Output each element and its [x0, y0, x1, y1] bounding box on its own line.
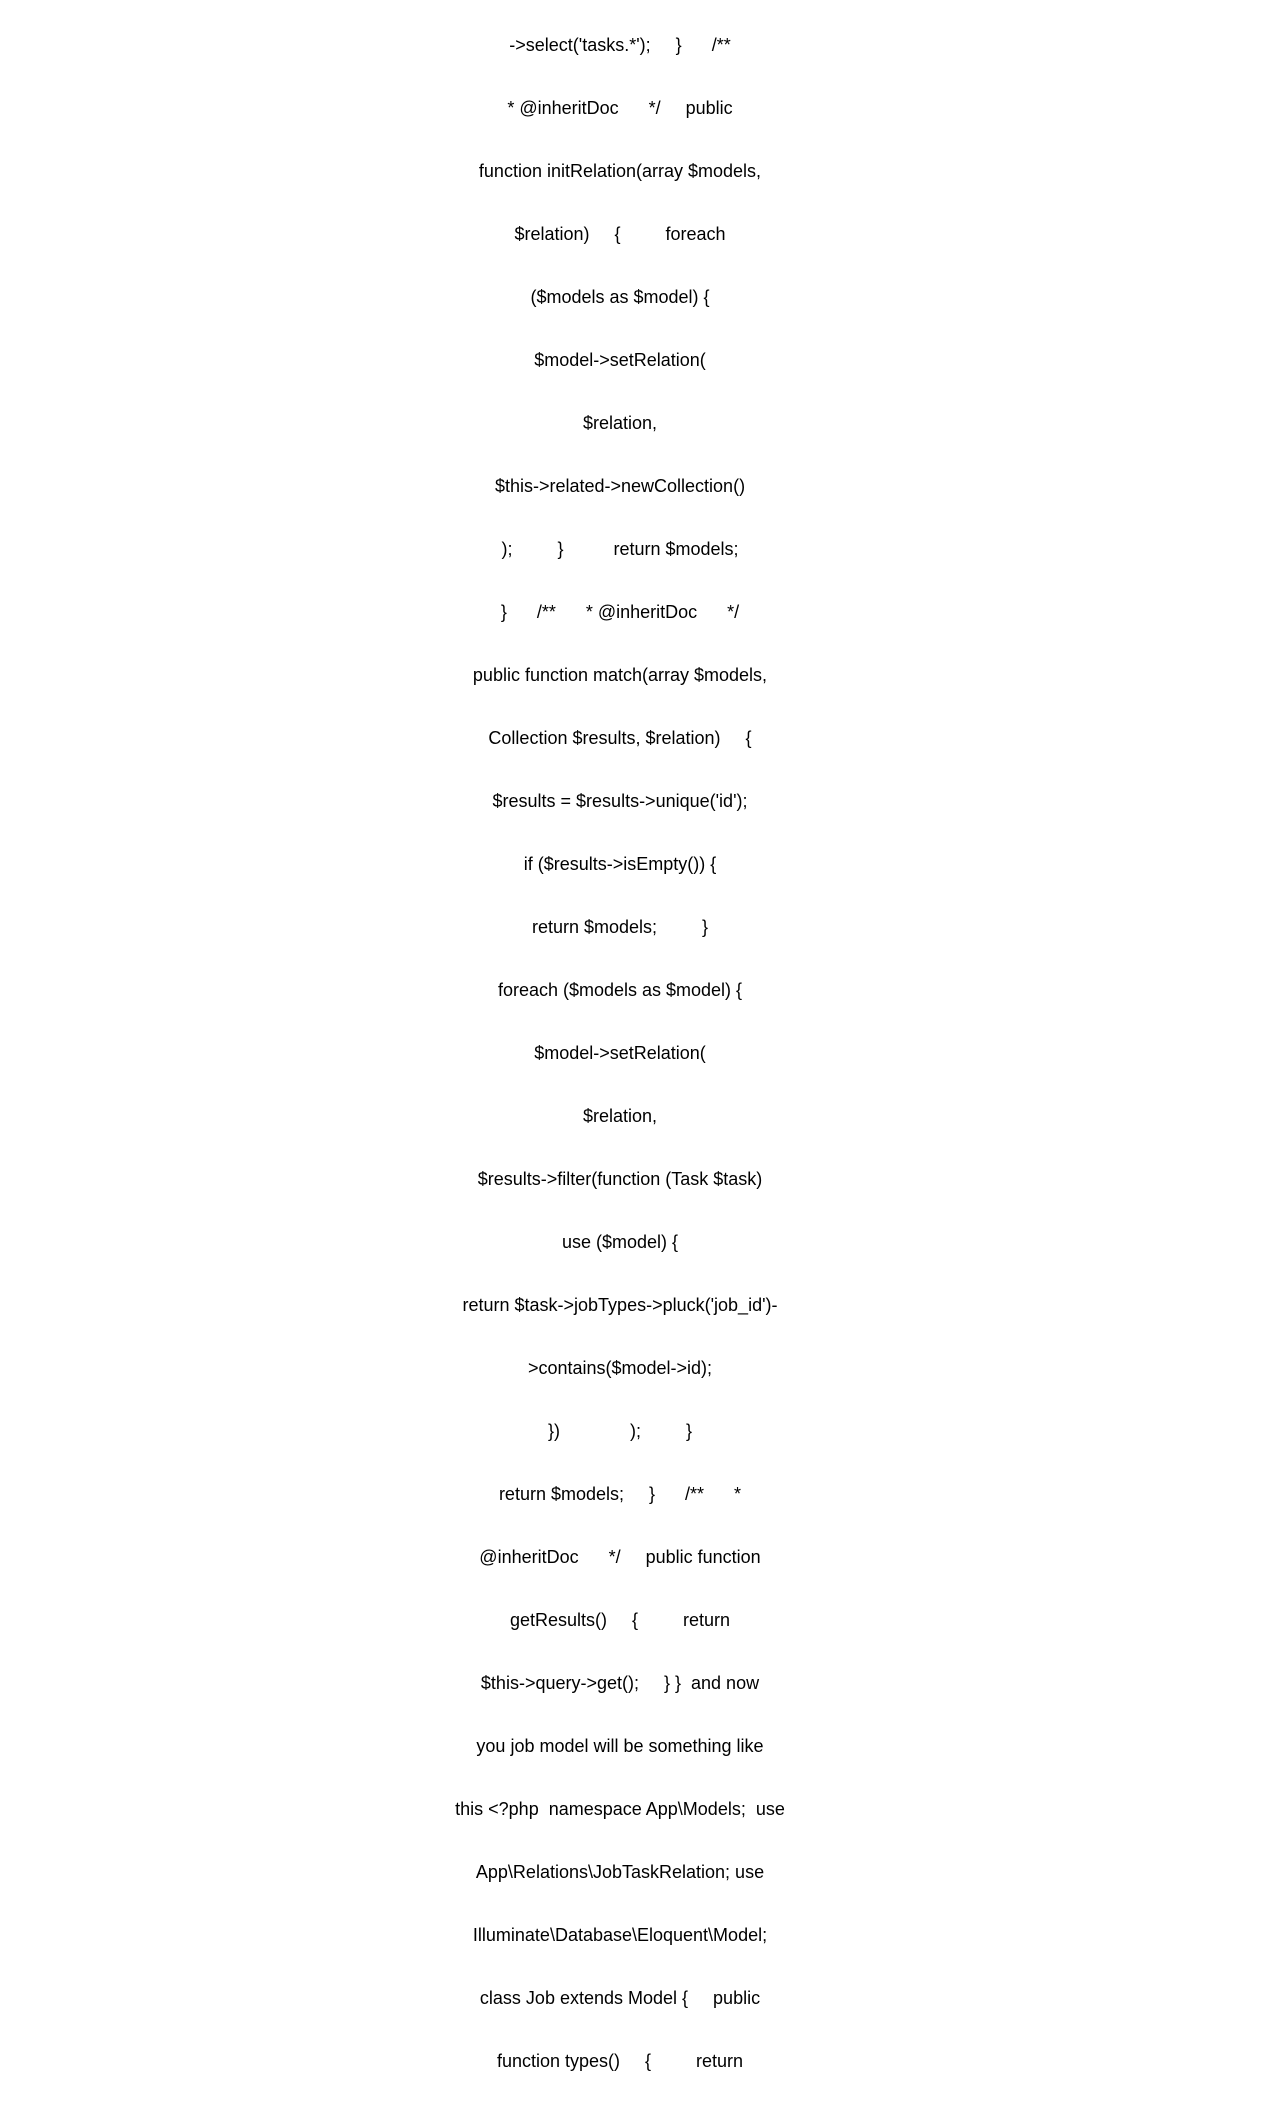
- text-line: function types() { return: [496, 2051, 744, 2071]
- text-line: $this->related->newCollection(): [494, 476, 746, 496]
- text-line: return $models; }: [531, 917, 709, 937]
- text-line: $results = $results->unique('id');: [492, 791, 748, 811]
- text-line: Illuminate\Database\Eloquent\Model;: [472, 1925, 768, 1945]
- text-line: ->select('tasks.*'); } /**: [509, 35, 731, 55]
- text-line: * @inheritDoc */ public: [507, 98, 733, 118]
- text-line: $relation) { foreach: [514, 224, 726, 244]
- text-line: >contains($model->id);: [527, 1358, 713, 1378]
- text-line: @inheritDoc */ public function: [479, 1547, 761, 1567]
- text-line: foreach ($models as $model) {: [497, 980, 743, 1000]
- text-line: ($models as $model) {: [530, 287, 710, 307]
- code-answer-text: [440, 0, 800, 2114]
- text-line: $relation,: [582, 1106, 658, 1126]
- text-line: this <?php namespace App\Models; use: [455, 1799, 785, 1819]
- text-line: App\Relations\JobTaskRelation; use: [475, 1862, 765, 1882]
- text-line: class Job extends Model { public: [479, 1988, 761, 2008]
- text-line: }) ); }: [547, 1421, 693, 1441]
- text-line: use ($model) {: [561, 1232, 679, 1252]
- text-line: function initRelation(array $models,: [478, 161, 762, 181]
- text-line: public function match(array $models,: [472, 665, 768, 685]
- text-line: } /** * @inheritDoc */: [500, 602, 740, 622]
- text-line: return $models; } /** *: [498, 1484, 742, 1504]
- text-line: getResults() { return: [509, 1610, 731, 1630]
- text-line: $relation,: [582, 413, 658, 433]
- text-line: $results->filter(function (Task $task): [477, 1169, 763, 1189]
- text-line: return $task->jobTypes->pluck('job_id')-: [462, 1295, 778, 1315]
- text-line: Collection $results, $relation) {: [488, 728, 752, 748]
- text-line: $model->setRelation(: [534, 1043, 706, 1063]
- text-line: if ($results->isEmpty()) {: [523, 854, 717, 874]
- text-line: ); } return $models;: [501, 539, 739, 559]
- text-line: you job model will be something like: [476, 1736, 764, 1756]
- text-line: $model->setRelation(: [534, 350, 706, 370]
- text-line: $this->query->get(); } } and now: [480, 1673, 760, 1693]
